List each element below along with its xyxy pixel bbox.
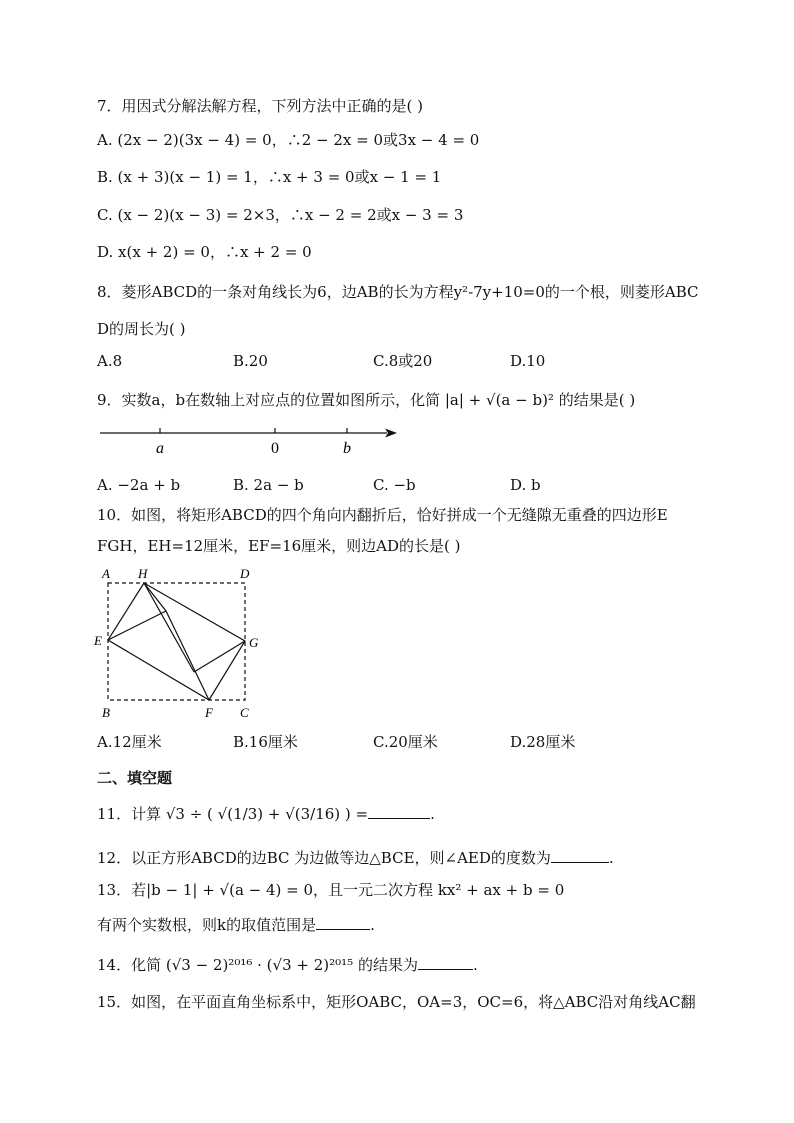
q11-end: . bbox=[430, 805, 435, 823]
q11-line bbox=[97, 804, 435, 824]
q8-stem-line2: D的周长为( ) bbox=[97, 320, 186, 338]
q7-option-c: C. (x − 2)(x − 3) = 2×3，∴x − 2 = 2或x − 3 = 3 bbox=[97, 206, 464, 224]
vertex-label-d: D bbox=[240, 566, 250, 581]
q12-end: . bbox=[608, 849, 614, 867]
axis-label-a: a bbox=[156, 440, 164, 457]
vertex-label-e: E bbox=[94, 633, 102, 648]
q13-stem-line1: 13．若|b − 1| + √(a − 4) = 0，且一元二次方程 kx² + ax + b = 0 bbox=[97, 881, 565, 899]
q11-stem: 11．计算 √3 ÷ ( √(1/3) + √(3/16) ) = bbox=[97, 805, 369, 823]
q8-option-c: C.8或20 bbox=[373, 352, 433, 370]
q13-line2 bbox=[97, 915, 375, 935]
q9-option-a: A. −2a + b bbox=[97, 476, 181, 494]
q10-option-a: A.12厘米 bbox=[97, 733, 162, 751]
vertex-label-b: B bbox=[102, 705, 110, 720]
section-title-fill-in: 二、填空题 bbox=[97, 769, 173, 787]
vertex-label-g: G bbox=[249, 635, 259, 650]
fold-line-h bbox=[144, 583, 194, 672]
axis-label-b: b bbox=[343, 440, 351, 457]
vertex-label-c: C bbox=[240, 705, 249, 720]
q10-stem-line2: FGH，EH=12厘米，EF=16厘米，则边AD的长是( ) bbox=[97, 537, 461, 555]
q8-stem-line1: 8．菱形ABCD的一条对角线长为6，边AB的长为方程y²-7y+10=0的一个根，则菱形ABC bbox=[97, 283, 699, 301]
q8-option-b: B.20 bbox=[233, 352, 268, 370]
q14-stem: 14．化简 (√3 − 2)²⁰¹⁶ · (√3 + 2)²⁰¹⁵ 的结果为 bbox=[97, 956, 418, 974]
q7-option-a: A. (2x − 2)(3x − 4) = 0，∴2 − 2x = 0或3x − 4 = 0 bbox=[97, 131, 480, 149]
q12-answer-blank bbox=[551, 848, 609, 863]
q11-answer-blank bbox=[368, 804, 430, 819]
vertex-label-f: F bbox=[205, 705, 213, 720]
vertex-label-h: H bbox=[138, 566, 148, 581]
q7-stem: 7．用因式分解法解方程，下列方法中正确的是( ) bbox=[97, 97, 424, 115]
q12-line bbox=[97, 848, 614, 868]
axis-label-0: 0 bbox=[271, 440, 279, 457]
fold-line-g bbox=[194, 641, 245, 672]
q15-stem: 15．如图，在平面直角坐标系中，矩形OABC，OA=3，OC=6，将△ABC沿对角线AC翻 bbox=[97, 993, 696, 1011]
q10-option-d: D.28厘米 bbox=[510, 733, 576, 751]
q10-stem-line1: 10．如图，将矩形ABCD的四个角向内翻折后，恰好拼成一个无缝隙无重叠的四边形E bbox=[97, 506, 668, 524]
number-line-figure bbox=[95, 420, 405, 460]
q14-line bbox=[97, 955, 478, 975]
rectangle-fold-figure bbox=[90, 562, 275, 722]
q8-option-a: A.8 bbox=[97, 352, 123, 370]
q9-stem: 9．实数a，b在数轴上对应点的位置如图所示，化简 |a| + √(a − b)² 的结果是( ) bbox=[97, 391, 636, 409]
q14-answer-blank bbox=[418, 955, 473, 970]
q10-option-c: C.20厘米 bbox=[373, 733, 438, 751]
q12-stem: 12．以正方形ABCD的边BC 为边做等边△BCE，则∠AED的度数为 bbox=[97, 849, 551, 867]
q9-option-b: B. 2a − b bbox=[233, 476, 304, 494]
q7-option-d: D. x(x + 2) = 0，∴x + 2 = 0 bbox=[97, 243, 312, 261]
q9-option-d: D. b bbox=[510, 476, 541, 494]
q9-option-c: C. −b bbox=[373, 476, 416, 494]
q7-option-b: B. (x + 3)(x − 1) = 1，∴x + 3 = 0或x − 1 = 1 bbox=[97, 168, 442, 186]
q10-option-b: B.16厘米 bbox=[233, 733, 298, 751]
q13-stem-line2: 有两个实数根，则k的取值范围是 bbox=[97, 916, 317, 934]
q8-option-d: D.10 bbox=[510, 352, 546, 370]
q14-end: . bbox=[472, 956, 478, 974]
q13-end: . bbox=[370, 916, 375, 934]
vertex-label-a: A bbox=[102, 566, 110, 581]
q13-answer-blank bbox=[316, 915, 370, 930]
